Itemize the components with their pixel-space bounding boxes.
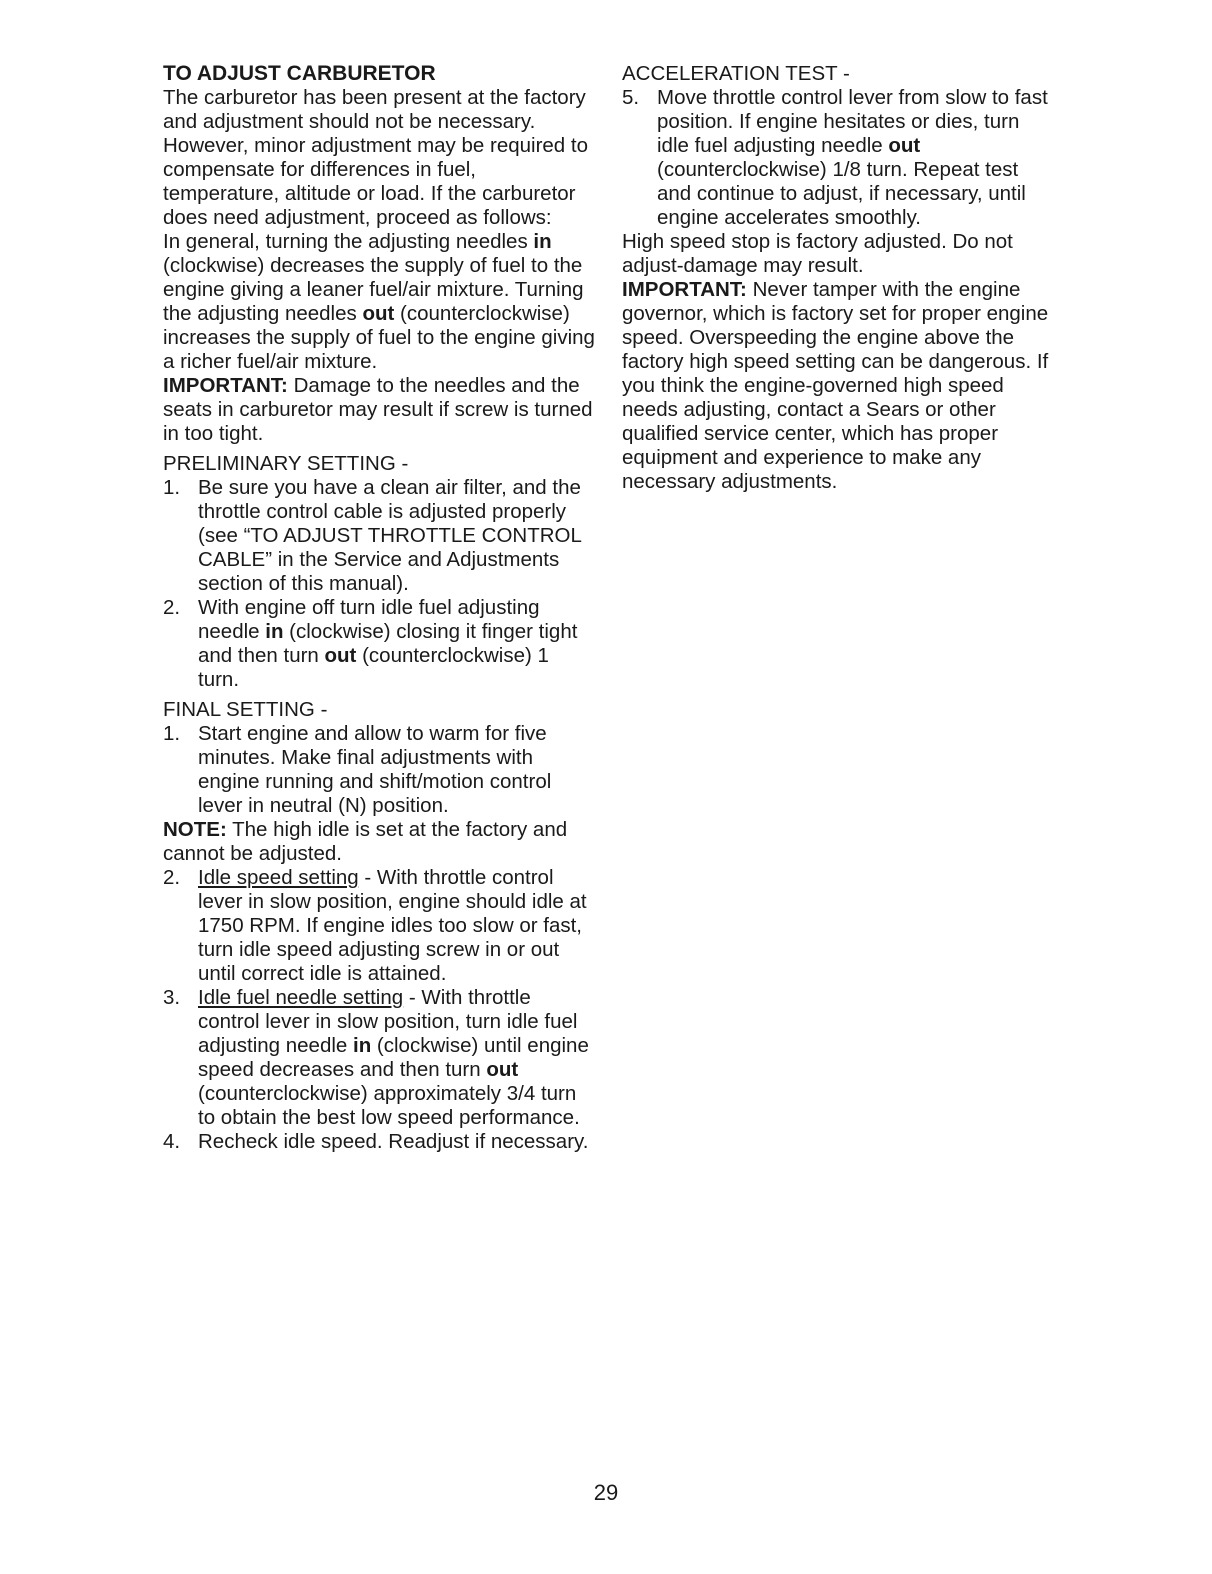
list-item: 5. Move throttle control lever from slow to fast position. If engine hesitates or dies, turn idle fuel adjusting needle out (counterclockwise) 1/8 turn. Repeat test and continue to adjust, if necessary, until engine accelerates smoothly.	[622, 86, 1048, 229]
list-item: 3. Idle fuel needle setting - With throttle control lever in slow position, turn idle fuel adjusting needle in (clockwise) until engine speed decreases and then turn out (counterclockwise) approximately 3/4 turn to obtain the best low speed performance.	[163, 986, 589, 1129]
list-item: 1. Be sure you have a clean air filter, and the throttle control cable is adjusted properly (see “TO ADJUST THROTTLE CONTROL CABLE” in the Service and Adjustments section of this manual).	[163, 476, 582, 595]
section-title: TO ADJUST CARBURETOR	[163, 62, 436, 85]
final-heading: FINAL SETTING -	[163, 698, 328, 721]
list-item: 2. With engine off turn idle fuel adjusting needle in (clockwise) closing it finger tight and then turn out (counterclockwise) 1 turn.	[163, 596, 578, 691]
preliminary-heading: PRELIMINARY SETTING -	[163, 452, 409, 475]
intro-paragraph: The carburetor has been present at the factory and adjustment should not be necessary. However, minor adjustment may be required to compensate for differences in fuel, temperature, altitude or load. If the carburetor does need adjustment, proceed as follows:	[163, 86, 589, 229]
list-item: 4. Recheck idle speed. Readjust if necessary.	[163, 1130, 589, 1153]
note-paragraph: NOTE: The high idle is set at the factory and cannot be adjusted.	[163, 818, 568, 865]
general-paragraph: In general, turning the adjusting needles in (clockwise) decreases the supply of fuel to the engine giving a leaner fuel/air mixture. Turning the adjusting needles out (counterclockwise) increases the supply of fuel to the engine giving a richer fuel/air mixture.	[163, 230, 595, 373]
right-column	[622, 62, 1054, 494]
important-note: IMPORTANT: Never tamper with the engine governor, which is factory set for proper engine speed. Overspeeding the engine above the factory high speed setting can be dangerous. If you think the engine-governed high speed needs adjusting, contact a Sears or other qualified service center, which has proper equipment and experience to make any necessary adjustments.	[622, 278, 1049, 493]
list-item: 2. Idle speed setting - With throttle control lever in slow position, engine should idle at 1750 RPM. If engine idles too slow or fast, turn idle speed adjusting screw in or out until correct idle is attained.	[163, 866, 587, 985]
acceleration-heading: ACCELERATION TEST -	[622, 62, 850, 85]
important-note: IMPORTANT: Damage to the needles and the seats in carburetor may result if screw is turned in too tight.	[163, 374, 593, 445]
high-speed-paragraph: High speed stop is factory adjusted. Do not adjust-damage may result.	[622, 230, 1013, 277]
page-number: 29	[593, 1480, 619, 1505]
left-column	[163, 62, 595, 1154]
list-item: 1. Start engine and allow to warm for five minutes. Make final adjustments with engine running and shift/motion control lever in neutral (N) position.	[163, 722, 552, 817]
